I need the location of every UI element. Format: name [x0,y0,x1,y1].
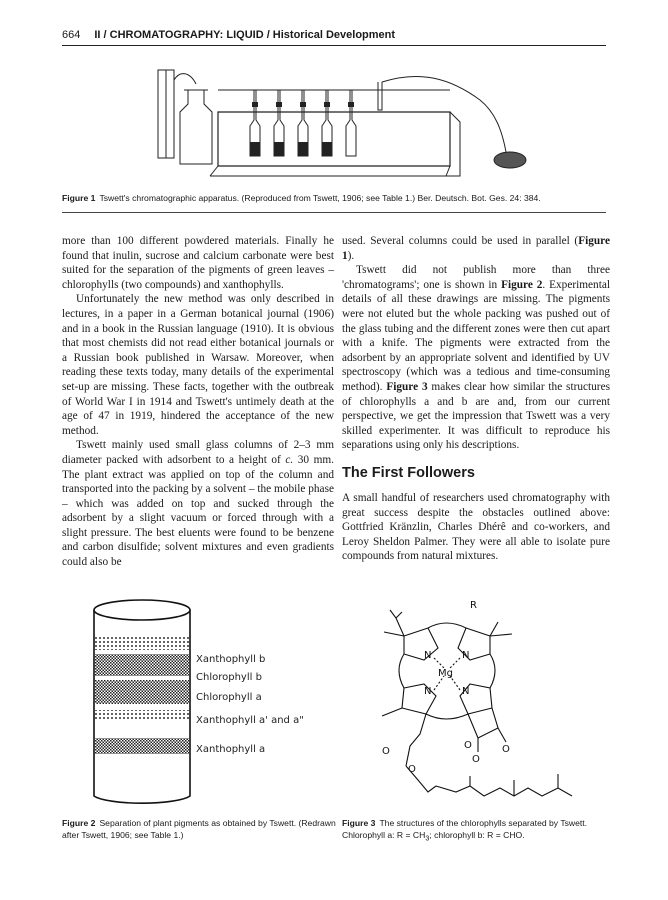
atom-o: O [502,744,510,755]
atom-o: O [408,764,416,775]
atom-n: N [424,650,432,661]
figure-2-label: Figure 2 [62,818,96,828]
running-head [62,29,606,41]
band-label: Xanthophyll a' and a" [196,715,304,726]
right-column [342,234,610,564]
figure-1-label: Figure 1 [62,193,96,203]
figure-1-caption [62,193,622,204]
figure-1-apparatus-drawing [150,60,530,188]
column-top [94,600,190,620]
rubber-tubing [382,76,506,152]
band-label: Xanthophyll b [196,654,266,665]
glass-columns [250,82,382,156]
band-chlorophyll-a-zone [95,680,189,704]
figure-3-label: Figure 3 [342,818,376,828]
figure-2-caption-text: Separation of plant pigments as obtained by Tswett. (Redrawn after Tswett, 1906; see Table 1.) [62,818,336,840]
left-paragraph-3: Tswett mainly used small glass columns of 2–3 mm diameter packed with adsorbent to a height of c. 30 mm. The plant extract was applied on top of the column and transported into the packing by a solvent – the mobile phase – which was added on top and sucked through the adsorbent by a slight vacuum or forced through with a slight pressure. The best eluents were found to be benzene and carbon disulfide; solvent mixtures and even gradients could also be [62,439,334,569]
atom-n: N [424,686,432,697]
figure-2-caption [62,817,336,841]
left-paragraph-1: more than 100 different powdered materials. Finally he found that inulin, sucrose and calcium carbonate were best suited for the separation of the pigments of green leaves – chlorophylls (two compounds) and xanthophylls. [62,235,334,291]
atom-o: O [464,740,472,751]
figure-1-caption-text: Tswett's chromatographic apparatus. (Reproduced from Tswett, 1906; see Table 1.) Ber. Deutsch. Bot. Ges. 24: 384. [99,193,541,203]
right-paragraph-1: used. Several columns could be used in parallel (Figure 1). [342,235,610,262]
caption-rule [62,212,606,213]
atom-o: O [472,754,480,765]
pressure-bulb [494,152,526,168]
figure-1-reference: Figure 1 [342,235,610,262]
figure-3-reference: Figure 3 [386,380,428,393]
suction-flask [180,90,212,164]
atom-n: N [462,650,470,661]
left-paragraph-2: Unfortunately the new method was only described in lectures, in a paper in a German botanical journal (1906) and in a book in the Russian language (1910). It is obvious that most chemists did not read either botanical journals or a Russian book published in Warsaw. Moreover, when reading these texts today, many details of the experimental set-up are missing. These facts, together with the outbreak of World War I in 1914 and Tswett's untimely death at the age of 47 in 1919, hindered the acceptance of the new method. [62,293,334,437]
figure-3-chlorophyll-structure [366,596,586,806]
band-label: Chlorophyll b [196,672,262,683]
band-label: Chlorophyll a [196,692,262,703]
right-paragraph-3: A small handful of researchers used chromatography with great success despite the obstacles outlined above: Gottfried Kränzlin, Charles Dhérê and co-workers, and Leroy Sheldon Palmer. They were all able to isolate pure compounds from natural mixtures. [342,491,610,563]
page-number: 664 [62,29,81,41]
atom-n: N [462,686,470,697]
band-xanthophyll-a-zone [95,738,189,754]
running-title: II / CHROMATOGRAPHY: LIQUID / Historical Development [94,29,396,41]
table-frame [218,112,450,166]
band-xanthophyll-a-prime-zone [95,710,189,720]
left-column [62,234,334,570]
header-rule [62,45,606,46]
right-paragraph-2: Tswett did not publish more than three 'chromatograms'; one is shown in Figure 2. Experimental details of all these drawings are missing. The pigments were not eluted but the whole packing was pushed out of the glass tubing and the different zones were then cut apart with a knife. The pigments were extracted from the adsorbent by an appropriate solvent and identified by UV spectroscopy (which was a tedious and time-consuming method). Figure 3 makes clear how similar the structures of chlorophylls a and b are and, from our current perspective, we get the impression that Tswett was a very skilled experimenter. It was difficult to reproduce his separations using only his descriptions. [342,264,610,452]
figure-3-caption [342,817,612,845]
band-xanthophyll-b-zone [95,636,189,650]
atom-o: O [382,746,390,757]
figure-3-caption-text: The structures of the chlorophylls separated by Tswett. Chlorophyll a: $R = CH_3$; chlorophyll b: R = CHO. [342,818,588,843]
atom-mg: Mg [438,668,453,679]
figure-2-chromatogram [86,596,316,808]
atom-r: R [470,600,477,611]
figure-2-reference: Figure 2 [501,278,543,291]
band-label: Xanthophyll a [196,744,266,755]
band-chlorophyll-b-zone [95,654,189,676]
section-heading: The First Followers [342,464,475,481]
